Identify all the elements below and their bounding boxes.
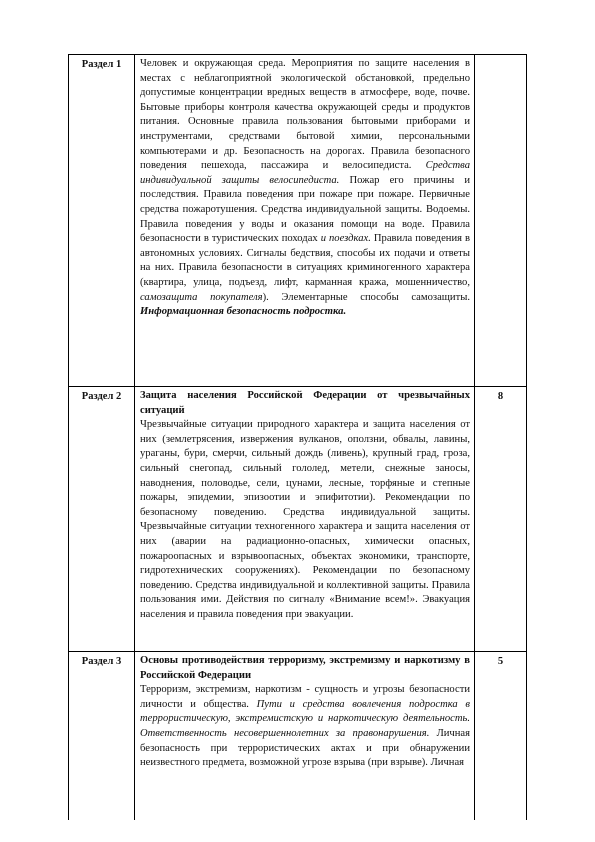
section-label: Раздел 2 <box>69 387 135 652</box>
text-segment: Чрезвычайные ситуации природного характера и защита населения от них (землетрясения, извержения вулканов, оползни, обвалы, лавины, ураганы, бури, смерчи, сильный дождь (ливень), крупный град, гроза, сильный снегопад, сильный гололед, метели, снежные заносы, наводнения, половодье, сели, цунами, лесные, торфяные и степные пожары, эпидемии, эпизоотии и эпифитотии). Рекомендации по безопасному поведению. Средства индивидуальной защиты. Чрезвычайные ситуации техногенного характера и защита населения от них (аварии на радиационно-опасных, химически опасных, пожароопасных и взрывоопасных, объектах экономики, транспорте, гидротехнических сооружениях). Рекомендации по безопасному поведению. Средства индивидуальной и коллективной защиты. Правила пользования ими. Действия по сигналу «Внимание всем!». Эвакуация населения и правила поведения при эвакуации. <box>140 419 470 620</box>
text-segment: ). Элементарные способы самозащиты. <box>262 291 470 303</box>
section-content <box>135 55 475 387</box>
table-row <box>69 55 527 387</box>
section-label: Раздел 1 <box>69 55 135 387</box>
text-segment: самозащита покупателя <box>140 291 263 303</box>
section-label: Раздел 3 <box>69 652 135 821</box>
text-segment: Терроризм, экстремизм, наркотизм - сущность и угрозы безопасности личности и общества. <box>140 684 470 710</box>
curriculum-table <box>68 54 527 820</box>
text-segment: Пожар его причины и последствия. Правила поведения при пожаре при пожаре. Первичные средства пожаротушения. Средства индивидуальной защиты. Водоемы. Правила поведения у воды и оказания помощи на воде. Правила безопасности в туристических походах <box>140 174 471 245</box>
section-title: Основы противодействия терроризму, экстремизму и наркотизму в Российской Федерации <box>140 655 470 681</box>
text-segment: Личная безопасность при террористических актах и при обнаружении неизвестного предмета, возможной угрозе взрыва (при взрыве). Личная <box>140 727 471 769</box>
section-content <box>135 387 475 652</box>
section-text <box>140 418 470 622</box>
table-row <box>69 652 527 821</box>
text-segment: Пути и средства вовлечения подростка в террористическую, экстремистскую и наркотическую деятельность. Ответственность несовершеннолетних за правонарушения. <box>140 698 470 739</box>
section-content <box>135 652 475 821</box>
text-segment: Информационная безопасность подростка. <box>140 306 347 318</box>
text-segment: Человек и окружающая среда. Мероприятия по защите населения в местах с неблагоприятной экологической обстановкой, предельно допустимые концентрации вредных веществ в атмосфере, воде, почве. Бытовые приборы контроля качества окружающей среды и продуктов питания. Основные правила пользования бытовыми приборами и инструментами, средствами бытовой химии, персональными компьютерами и др. Безопасность на дорогах. Правила безопасного поведения пешехода, пассажира и велосипедиста. <box>140 58 470 172</box>
hours-cell: 5 <box>475 652 527 821</box>
hours-cell: 8 <box>475 387 527 652</box>
text-segment: Средства индивидуальной защиты велосипедиста. <box>140 160 470 186</box>
section-text <box>140 57 470 320</box>
section-text <box>140 683 470 771</box>
text-segment: Правила поведения в автономных условиях. Сигналы бедствия, способы их подачи и ответы на них. Правила безопасности в ситуациях криминогенного характера (квартира, улица, подъезд, лифт, карманная кража, мошенничество, <box>140 233 470 288</box>
section-title: Защита населения Российской Федерации от чрезвычайных ситуаций <box>140 390 470 416</box>
hours-cell <box>475 55 527 387</box>
text-segment: и поездках. <box>320 233 371 245</box>
table-row <box>69 387 527 652</box>
